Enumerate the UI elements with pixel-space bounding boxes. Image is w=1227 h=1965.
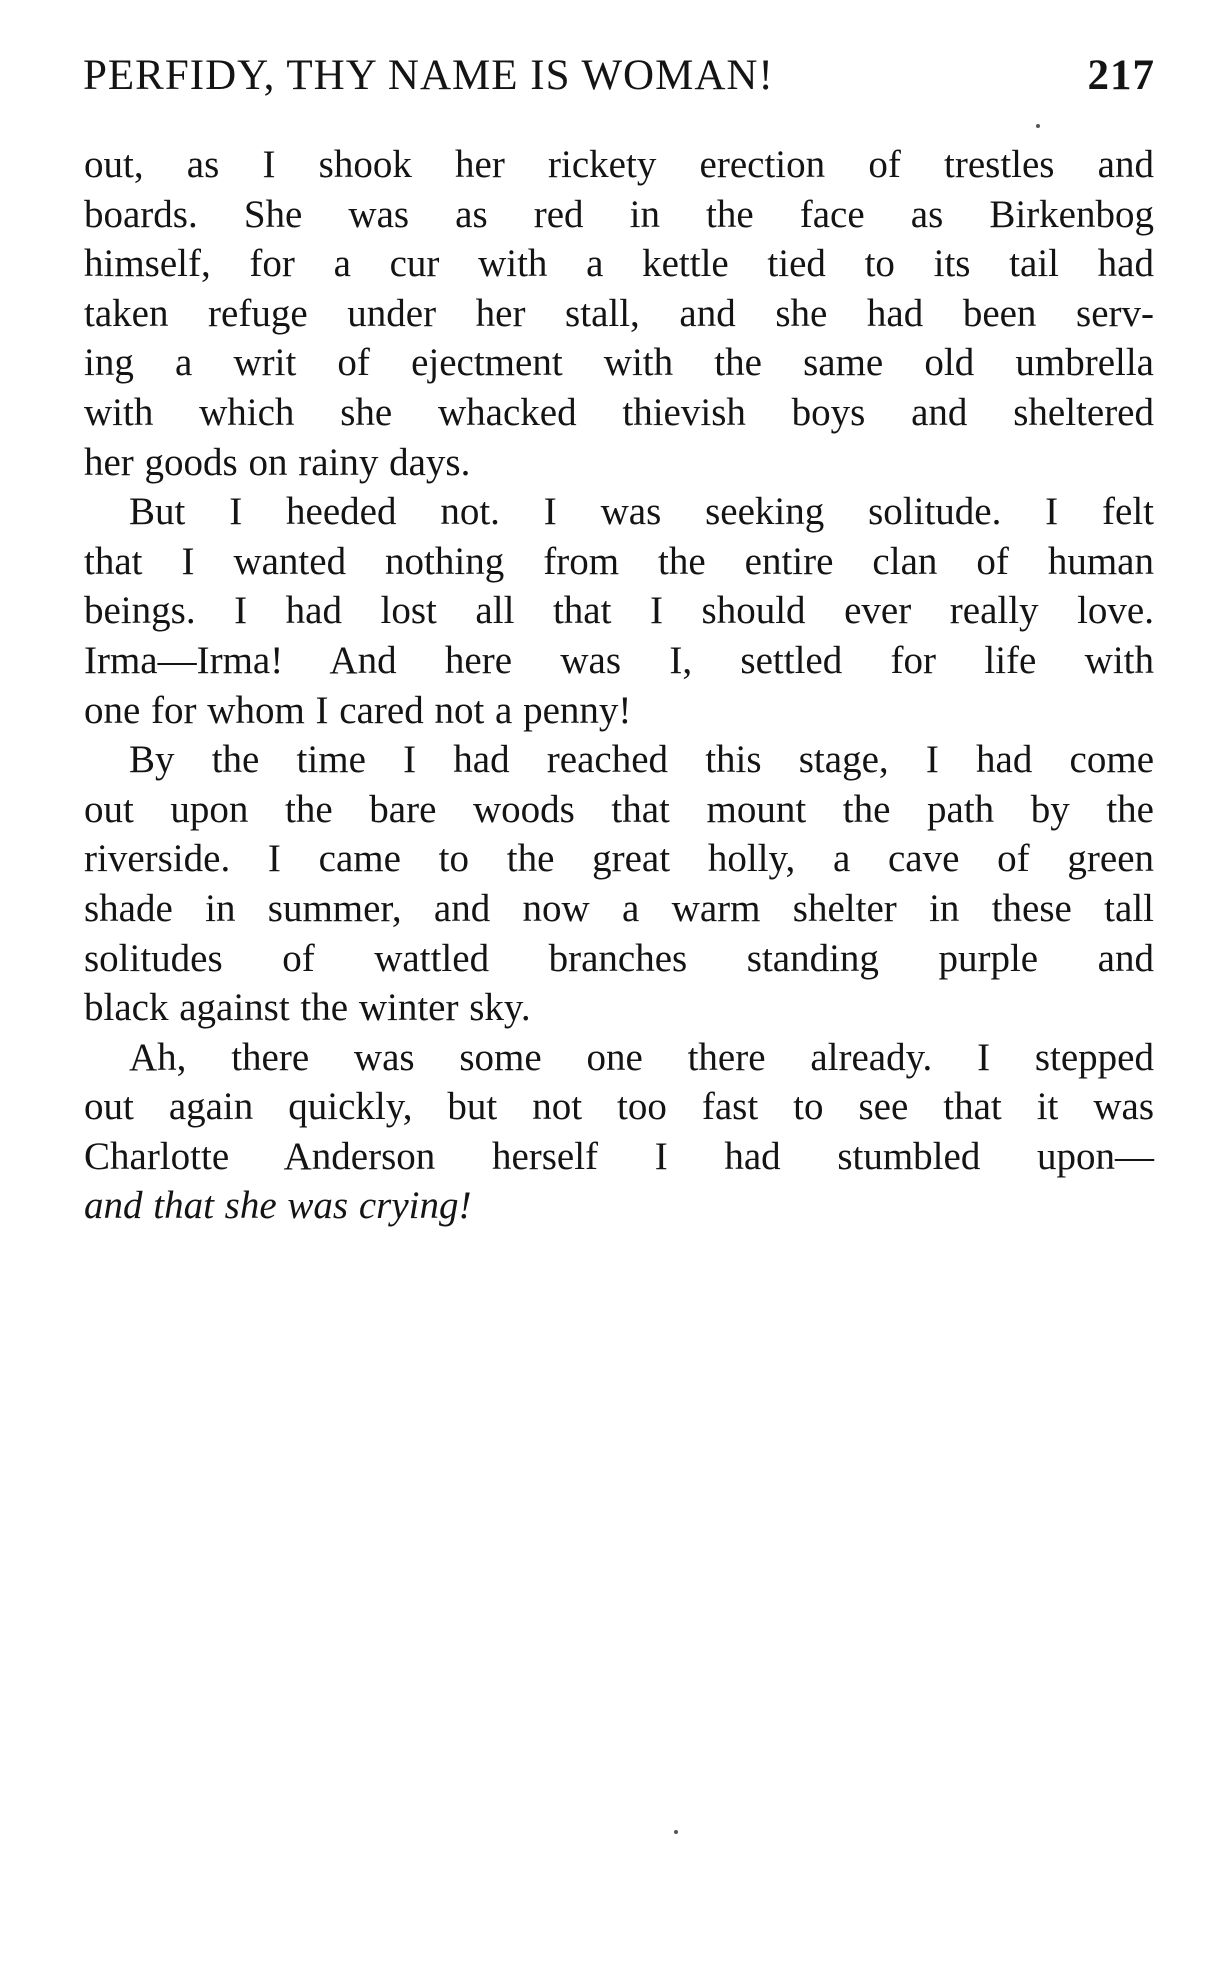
text-line: taken refuge under her stall, and she had been serv-	[84, 291, 1154, 335]
text-line: out, as I shook her rickety erection of trestles and	[84, 143, 1154, 186]
text-line: that I wanted nothing from the entire clan of human	[84, 539, 1154, 583]
text-line: out again quickly, but not too fast to see that it was	[84, 1085, 1154, 1129]
text-line: Charlotte Anderson herself I had stumbled upon—	[84, 1134, 1154, 1178]
body-text	[84, 140, 1154, 1231]
text-line: with which she whacked thievish boys and sheltered	[84, 390, 1154, 434]
text-line: shade in summer, and now a warm shelter in these tall	[84, 886, 1154, 930]
text-line: black against the winter sky.	[84, 986, 531, 1030]
text-line: ing a writ of ejectment with the same old umbrella	[84, 341, 1154, 385]
text-line: Ah, there was some one there already. I stepped	[129, 1035, 1154, 1079]
print-speck	[1036, 124, 1040, 128]
text-line: But I heeded not. I was seeking solitude. I felt	[129, 490, 1154, 534]
print-speck	[674, 1830, 678, 1834]
text-line: Irma—Irma! And here was I, settled for life with	[84, 638, 1154, 682]
chapter-title: PERFIDY, THY NAME IS WOMAN!	[83, 52, 774, 99]
text-line: beings. I had lost all that I should ever really love.	[84, 589, 1154, 633]
running-head	[83, 48, 1155, 104]
page-number: 217	[1087, 52, 1155, 99]
text-line: riverside. I came to the great holly, a cave of green	[84, 837, 1154, 881]
text-line: and that she was crying!	[84, 1184, 472, 1228]
text-line: one for whom I cared not a penny!	[84, 688, 632, 732]
text-line: her goods on rainy days.	[84, 440, 471, 484]
text-line: solitudes of wattled branches standing purple and	[84, 936, 1154, 980]
text-line: out upon the bare woods that mount the path by the	[84, 787, 1154, 831]
text-line: boards. She was as red in the face as Birkenbog	[84, 192, 1154, 236]
text-line: himself, for a cur with a kettle tied to its tail had	[84, 242, 1154, 286]
text-line: By the time I had reached this stage, I had come	[129, 738, 1154, 782]
